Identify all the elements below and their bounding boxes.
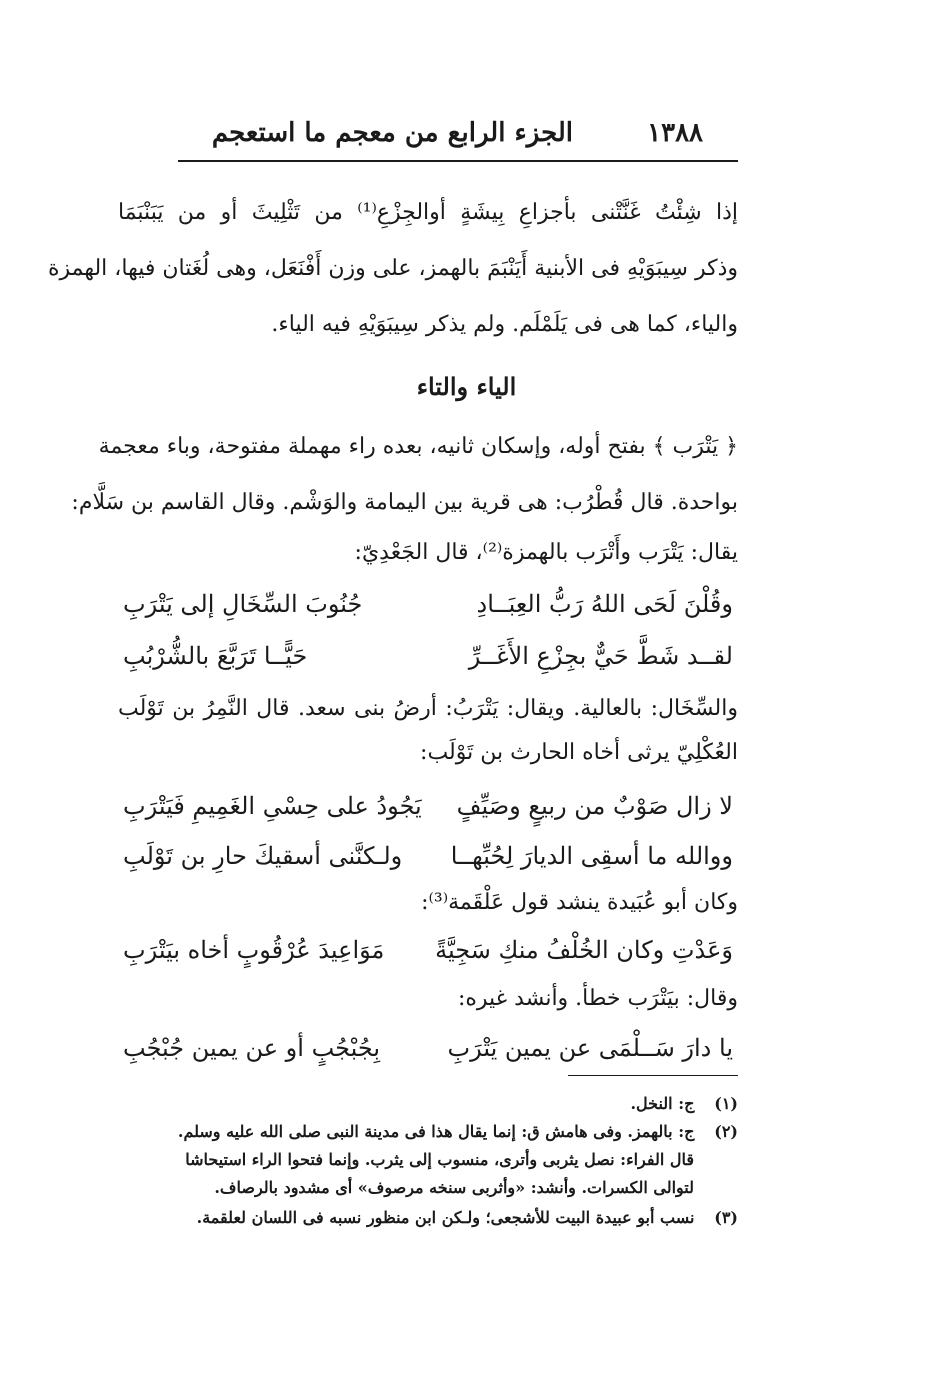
text-line: وقال: بيَتْرَب خطأ. وأنشد غيره: [457,986,738,1011]
verse [123,642,733,680]
verse [123,1034,733,1072]
hemistich-first: لا زال صَوْبٌ من ربيعٍ وصَيِّفٍ [456,792,733,820]
hemistich-first: لقــد شَطَّ حَيٌّ بجِزْعِ الأَغَــرِّ [468,642,733,670]
running-head: الجزء الرابع من معجم ما استعجم [211,118,573,148]
text-line: وذكر سِيبَوَيْهِ فى الأبنية أَيَنْبَمَ بالهمز، على وزن أَفْنَعَل، وهى لُغَتان فيها، الهمزة [47,256,738,281]
hemistich-second: جُنُوبَ السِّخَالِ إلى يَتْرَبِ [123,590,363,618]
footnote-text: نسب أبو عبيدة البيت للأشجعى؛ ولـكن ابن منظور نسبه فى اللسان لعلقمة. [196,1208,695,1227]
footnote [118,1120,738,1144]
text-line: بواحدة. قال قُطْرُب: هى قرية بين اليمامة والوَشْم. وقال القاسم بن سَلَّام: [71,490,738,515]
page-number: ١٣٨٨ [647,118,703,148]
verse [123,842,733,880]
hemistich-first: وقُلْنَ لَحَى اللهُ رَبُّ العِبَــادِ [476,590,733,618]
hemistich-second: حَيًّــا تَرَبَّعَ بالشُّرْبُبِ [123,642,308,670]
text-line: العُكْلِيّ يرثى أخاه الحارث بن تَوْلَب: [420,740,738,765]
footnote-rule [568,1075,738,1076]
section-heading: الياء والتاء [416,372,517,401]
verse-line-continued: إذا شِئْتُ غَنَّتْنى بأجزاعِ بِيشَةٍ أوالجِزْعِ⁽¹⁾ من تَثْلِيثَ أو من يَبَنْبَمَا [118,200,739,225]
hemistich-second: يَجُودُ على حِسْىِ الغَمِيمِ فَيَتْرَبِ [123,792,422,820]
hemistich-second: ولـكنَّنى أسقيكَ حارِ بن تَوْلَبِ [123,842,403,870]
footnote-number: (٣) [714,1208,738,1227]
hemistich-first: وَعَدْتِ وكان الخُلْفُ منكِ سَجِيَّةً [435,936,733,964]
verse [123,936,733,974]
text-line: والسِّخَال: بالعالية. ويقال: يَتْرَبُ: أرضُ بنى سعد. قال النَّمِرُ بن تَوْلَب [118,696,738,721]
hemistich-first: يا دارَ سَــلْمَى عن يمين يَتْرَبِ [447,1034,733,1062]
footnote-text: ج: النخل. [630,1094,695,1113]
verse [123,590,733,628]
text-line: وكان أبو عُبَيدة ينشد قول عَلْقَمة⁽³⁾: [421,890,738,915]
text-line: يقال: يَتْرَب وأَتْرَب بالهمزة⁽²⁾، قال الجَعْدِيّ: [354,540,738,565]
footnote-text: ج: بالهمز. وفى هامش ق: إنما يقال هذا فى مدينة النبى صلى الله عليه وسلم. [177,1122,695,1141]
text-line: والياء، كما هى فى يَلَمْلَم. ولم يذكر سِيبَوَيْهِ فيه الياء. [271,312,738,337]
footnote-continuation: لتوالى الكسرات. وأنشد: «وأثربى سنخه مرصوف» أى مشدود بالرصاف. [214,1178,694,1197]
hemistich-second: بِجُبْجُبٍ أو عن يمين جُبْجُبِ [123,1034,381,1062]
entry-headline: ﴿ يَتْرَب ﴾ بفتح أوله، وإسكان ثانيه، بعده راء مهملة مفتوحة، وباء معجمة [98,434,738,459]
footnote-number: (١) [714,1094,738,1113]
footnote [118,1092,738,1116]
footnote-continuation: قال الفراء: نصل يثربى وأترى، منسوب إلى يثرب. وإنما فتحوا الراء استيحاشا [185,1150,694,1169]
hemistich-first: ووالله ما أسقِى الديارَ لِحُبِّهــا [450,842,733,870]
footnote [118,1206,738,1230]
header-rule [178,160,738,162]
footnote-number: (٢) [714,1122,738,1141]
hemistich-second: مَوَاعِيدَ عُرْقُوبٍ أخاه بيَتْرَبِ [123,936,385,964]
verse [123,792,733,830]
